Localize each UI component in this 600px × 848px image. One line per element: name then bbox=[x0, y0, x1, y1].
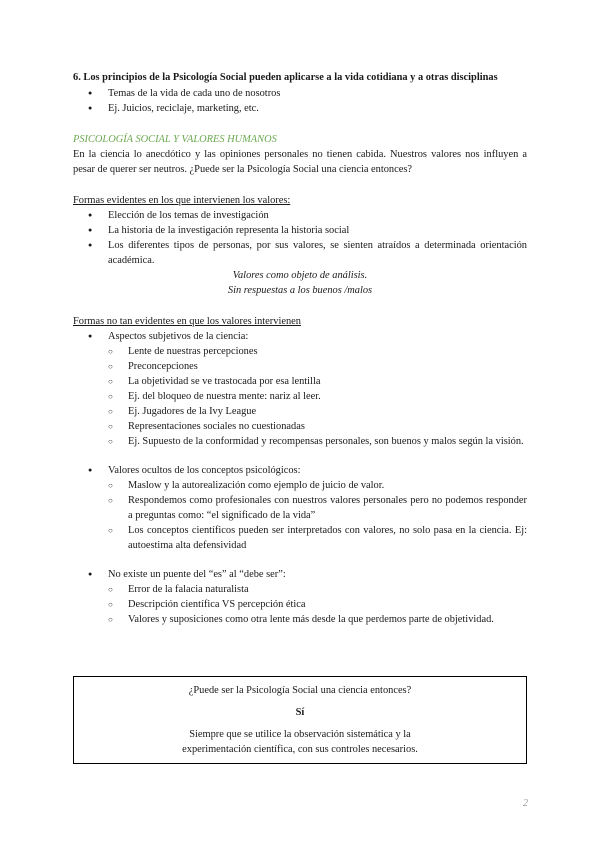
list-item: ● Elección de los temas de investigación bbox=[73, 208, 527, 223]
nonevident-list bbox=[73, 329, 527, 627]
bridge-label: No existe un puente del “es” al “debe ser”: bbox=[108, 569, 286, 580]
values-intro: En la ciencia lo anecdótico y las opiniones personales no tienen cabida. Nuestros valores nos influyen a pesar de querer ser neutros. ¿Puede ser la Psicología Social una ciencia entonces? bbox=[73, 149, 527, 175]
list-item bbox=[73, 329, 527, 463]
sublist-item: ○ Error de la falacia naturalista bbox=[108, 582, 527, 597]
sublist-item: ○ Ej. del bloqueo de nuestra mente: nariz al leer. bbox=[108, 389, 527, 404]
note-line-1: Valores como objeto de análisis. bbox=[232, 270, 368, 281]
subjective-sublist bbox=[108, 344, 527, 449]
hidden-label: Valores ocultos de los conceptos psicológicos: bbox=[108, 465, 301, 476]
page-number: 2 bbox=[523, 798, 528, 809]
list-item: ● La historia de la investigación representa la historia social bbox=[73, 223, 527, 238]
list-item bbox=[73, 463, 527, 567]
sublist-item: ○ Ej. Supuesto de la conformidad y recompensas personales, son buenos y malos según la visión. bbox=[108, 434, 527, 449]
box-answer: Sí bbox=[295, 707, 305, 718]
sublist-item: ○ Respondemos como profesionales con nuestros valores personales pero no podemos responder a preguntas como: “el significado de la vida” bbox=[108, 493, 527, 523]
nonevident-heading: Formas no tan evidentes en que los valores intervienen bbox=[73, 316, 301, 327]
list-item: ● Temas de la vida de cada uno de nosotros bbox=[73, 86, 527, 101]
bridge-sublist bbox=[108, 582, 527, 627]
section-6-title: 6. Los principios de la Psicología Social pueden aplicarse a la vida cotidiana y a otras disciplinas bbox=[73, 72, 498, 83]
sublist-item: ○ La objetividad se ve trastocada por esa lentilla bbox=[108, 374, 527, 389]
sublist-item: ○ Maslow y la autorealización como ejemplo de juicio de valor. bbox=[108, 478, 527, 493]
sublist-item: ○ Preconcepciones bbox=[108, 359, 527, 374]
list-item bbox=[73, 567, 527, 627]
box-explanation-1: Siempre que se utilice la observación sistemática y la bbox=[189, 729, 411, 740]
values-heading: PSICOLOGÍA SOCIAL Y VALORES HUMANOS bbox=[73, 134, 277, 145]
sublist-item: ○ Valores y suposiciones como otra lente más desde la que perdemos parte de objetividad. bbox=[108, 612, 527, 627]
note-line-2: Sin respuestas a los buenos /malos bbox=[227, 285, 373, 296]
sublist-item: ○ Ej. Jugadores de la Ivy League bbox=[108, 404, 527, 419]
section-6-list bbox=[73, 86, 527, 116]
sublist-item: ○ Descripción científica VS percepción ética bbox=[108, 597, 527, 612]
hidden-sublist bbox=[108, 478, 527, 553]
sublist-item: ○ Los conceptos científicos pueden ser interpretados con valores, no solo pasa en la ciencia. Ej: autoestima alta defensividad bbox=[108, 523, 527, 553]
evident-list bbox=[73, 208, 527, 268]
list-item: ● Los diferentes tipos de personas, por sus valores, se sienten atraídos a determinada orientación académica. bbox=[73, 238, 527, 268]
box-question: ¿Puede ser la Psicología Social una ciencia entonces? bbox=[188, 685, 412, 696]
conclusion-box bbox=[73, 676, 527, 764]
box-explanation-2: experimentación científica, con sus controles necesarios. bbox=[182, 744, 418, 755]
page-content bbox=[73, 70, 527, 627]
list-item: ● Ej. Juicios, reciclaje, marketing, etc. bbox=[73, 101, 527, 116]
sublist-item: ○ Representaciones sociales no cuestionadas bbox=[108, 419, 527, 434]
evident-heading: Formas evidentes en los que intervienen los valores: bbox=[73, 195, 291, 206]
sublist-item: ○ Lente de nuestras percepciones bbox=[108, 344, 527, 359]
subjective-label: Aspectos subjetivos de la ciencia: bbox=[108, 331, 249, 342]
